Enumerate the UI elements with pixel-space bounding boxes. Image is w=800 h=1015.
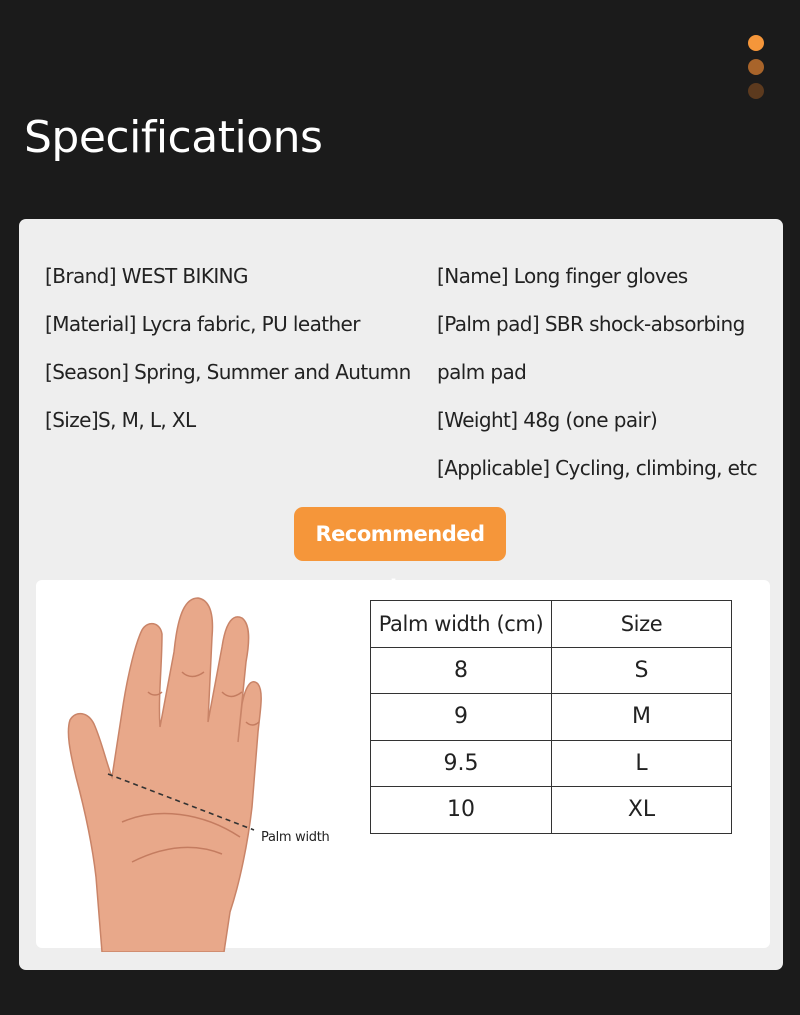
- recommended-size-badge: Recommended: [294, 507, 506, 561]
- table-row: [371, 740, 732, 787]
- table-row: [371, 787, 732, 834]
- spec-season: [Season] Spring, Summer and Autumn: [45, 360, 411, 384]
- header-palm-width: Palm width (cm): [371, 601, 552, 648]
- dot-3: [748, 83, 764, 99]
- palm-width-label: Palm width: [261, 830, 330, 845]
- cell-size: M: [552, 694, 732, 741]
- spec-applicable: [Applicable] Cycling, climbing, etc: [437, 456, 758, 480]
- hand-palm-shape: [68, 598, 261, 952]
- spec-palm-pad-cont: palm pad: [437, 360, 527, 384]
- cell-size: L: [552, 740, 732, 787]
- cell-size: XL: [552, 787, 732, 834]
- spec-size: [Size]S, M, L, XL: [45, 408, 196, 432]
- header-size: Size: [552, 601, 732, 648]
- dot-2: [748, 59, 764, 75]
- table-row: [371, 694, 732, 741]
- table-header-row: [371, 601, 732, 648]
- hand-illustration: [62, 592, 342, 952]
- page-title: Specifications: [24, 112, 323, 163]
- cell-palm-width: 9: [371, 694, 552, 741]
- spec-name: [Name] Long finger gloves: [437, 264, 688, 288]
- dot-1: [748, 35, 764, 51]
- cell-palm-width: 10: [371, 787, 552, 834]
- spec-brand: [Brand] WEST BIKING: [45, 264, 248, 288]
- table-row: [371, 647, 732, 694]
- spec-material: [Material] Lycra fabric, PU leather: [45, 312, 360, 336]
- spec-palm-pad: [Palm pad] SBR shock-absorbing: [437, 312, 745, 336]
- cell-size: S: [552, 647, 732, 694]
- decorative-dots: [748, 35, 764, 107]
- spec-weight: [Weight] 48g (one pair): [437, 408, 658, 432]
- cell-palm-width: 8: [371, 647, 552, 694]
- cell-palm-width: 9.5: [371, 740, 552, 787]
- size-chart-table: [370, 600, 732, 834]
